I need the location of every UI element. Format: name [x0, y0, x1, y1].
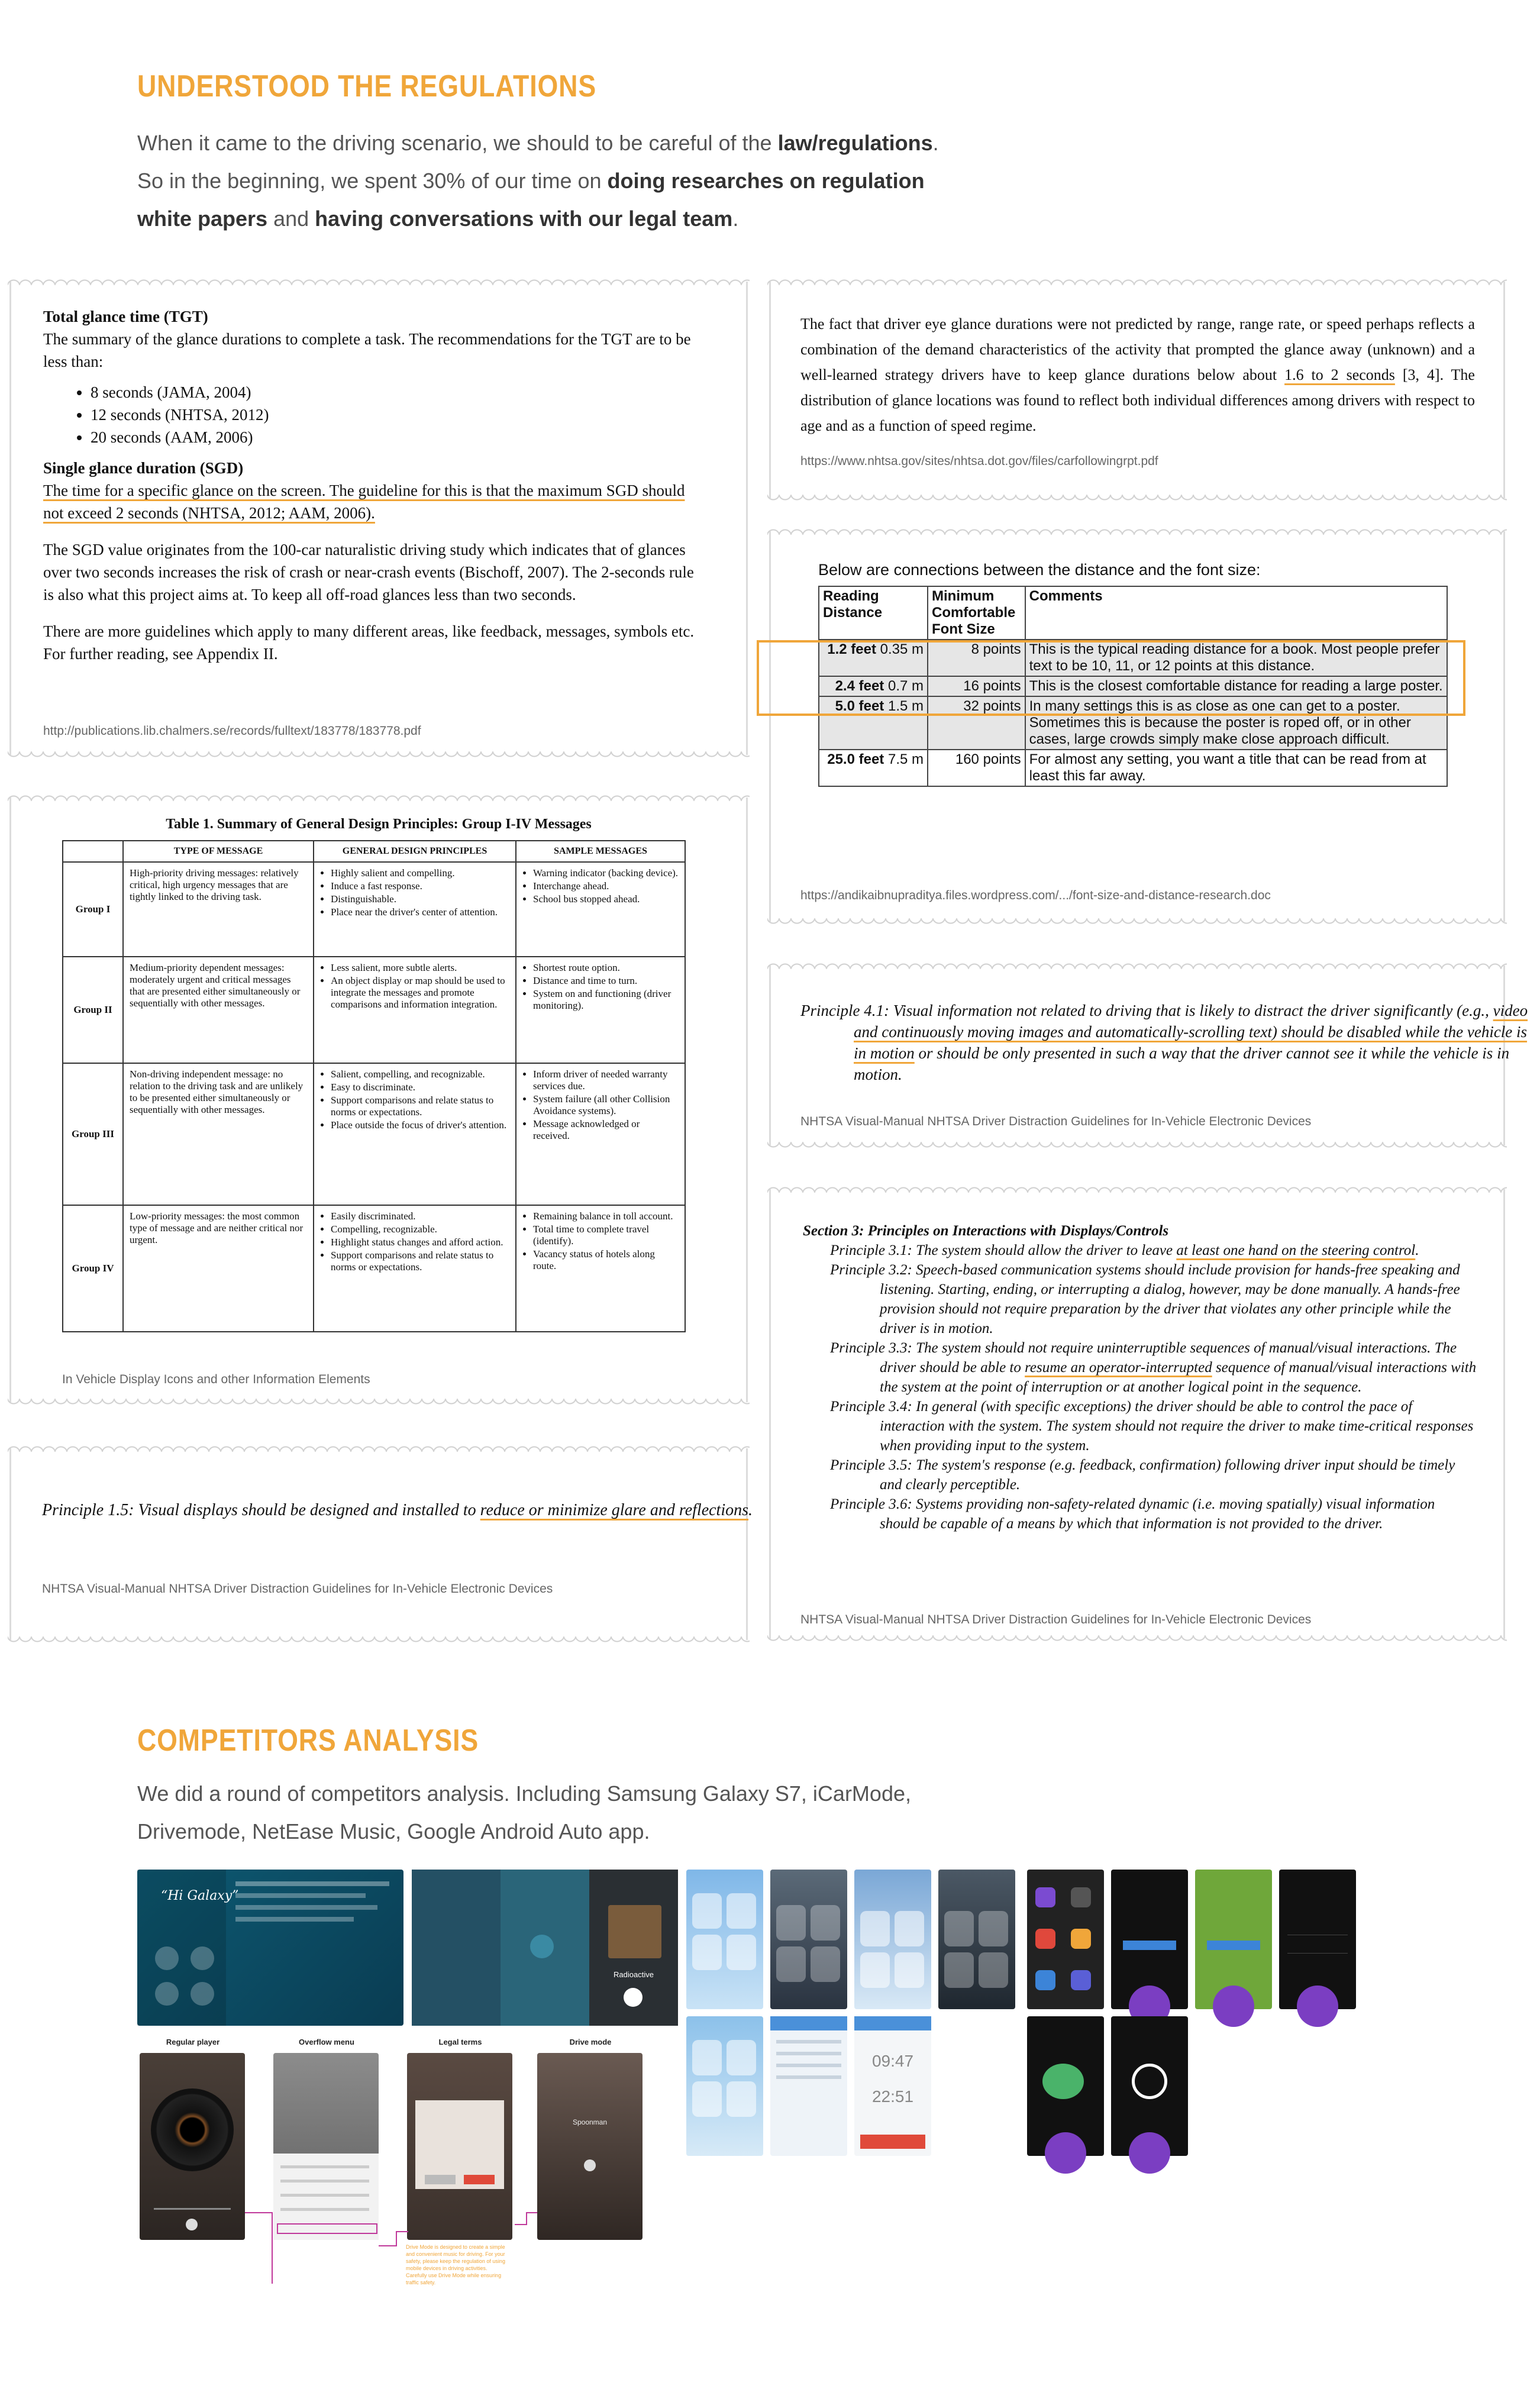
cell-points: 32 points [928, 696, 1025, 750]
wavy-edge [767, 276, 1507, 285]
clock-time: 22:51 [871, 2087, 914, 2106]
message-icon [191, 1946, 214, 1970]
intro-bold: having conversations with our legal team [315, 206, 733, 231]
legal-note: Drive Mode is designed to create a simple and convenient music for driving. For your safety, please keep the regulation of using mobile devices in driving activities. Carefully use Drive Mode while ensuring traffic safety. [406, 2244, 505, 2285]
cell-principle: • An object display or map should be used to integrate the messages and promote comparisons and information integration. [331, 975, 509, 1011]
regulations-intro [137, 124, 1025, 238]
tgt-bullets [43, 381, 700, 448]
command-line [235, 1881, 389, 1886]
drivemode-pause-screen [1111, 2016, 1188, 2156]
cell-principle: • Induce a fast response. [331, 880, 509, 892]
icarmode-screen [770, 1870, 847, 2009]
sgd-paragraph: The time for a specific glance on the screen. The guideline for this is that the maximum SGD should not exceed 2 seconds (NHTSA, 2012; AAM, 2006). [43, 482, 685, 522]
play-button[interactable] [186, 2219, 198, 2230]
highlight-box [757, 640, 1465, 716]
phone-icon [155, 1946, 179, 1970]
cell-principle: • Place outside the focus of driver's attention. [331, 1119, 509, 1131]
principle-text: . [748, 1501, 753, 1519]
list-line [776, 2040, 841, 2043]
connector-line [515, 2213, 537, 2225]
sgd-heading: Single glance duration (SGD) [43, 459, 244, 477]
settings-icon [1071, 1887, 1091, 1907]
th-min-font-size: Minimum Comfortable Font Size [928, 586, 1025, 640]
app-tile [692, 2081, 722, 2117]
source-link[interactable]: http://publications.lib.chalmers.se/records/fulltext/183778/183778.pdf [43, 724, 421, 738]
app-tile [895, 1911, 924, 1946]
section-3-body [803, 1221, 1477, 1534]
cell-comment: In many settings this is as close as one can get to a poster. Sometimes this is because the poster is roped off, or in other cases, large crowds simply make close approach difficult. [1025, 696, 1447, 750]
cell-meters: 1.5 m [887, 698, 924, 714]
wavy-edge [8, 276, 750, 285]
wavy-edge [767, 1183, 1507, 1193]
th-samples: SAMPLE MESSAGES [516, 841, 685, 862]
wavy-edge [8, 1442, 750, 1452]
cell-points: 160 points [928, 750, 1025, 786]
action-circle [1297, 1986, 1338, 2027]
android-auto-screenshot [412, 1870, 678, 2026]
album-art [608, 1905, 661, 1958]
label-legal-terms: Legal terms [438, 2038, 482, 2046]
cell-group: Group II [63, 957, 123, 1063]
ok-button[interactable] [1207, 1941, 1260, 1950]
app-tile [692, 2040, 722, 2075]
galaxy-greeting: “Hi Galaxy” [161, 1888, 239, 1903]
app-tile [727, 1893, 756, 1929]
list-line [776, 2075, 841, 2079]
competitors-intro [137, 1775, 1143, 1851]
card-section-3 [769, 1189, 1505, 1639]
label-drive-mode: Drive mode [569, 2038, 612, 2046]
intro-bold: law/regulations [777, 131, 933, 155]
principle-text: or should be only presented in such a way that the driver cannot see it while the vehicle is in motion. [854, 1044, 1510, 1083]
wavy-edge [8, 792, 750, 801]
source-label: NHTSA Visual-Manual NHTSA Driver Distraction Guidelines for In-Vehicle Electronic Devices [42, 1582, 553, 1596]
table1-wrap [62, 840, 686, 1332]
intro-bold: doing researches on regulation [607, 169, 925, 193]
app-tile [776, 1905, 806, 1941]
app-tile [860, 1911, 890, 1946]
cell-principle: • Easy to discriminate. [331, 1081, 509, 1093]
cell-points: 16 points [928, 676, 1025, 696]
wavy-edge [767, 960, 1507, 969]
song-title: Radioactive [614, 1970, 654, 1979]
card-principle-1-5 [9, 1448, 753, 1640]
principle-3-6: Principle 3.6: Systems providing non-safety-related dynamic (i.e. moving spatially) visual information should be capable of a means by which that information is not provided to the driver. [830, 1496, 1435, 1532]
section-title-regulations: UNDERSTOOD THE REGULATIONS [137, 69, 597, 104]
app-tile [811, 1905, 840, 1941]
principle-3-5: Principle 3.5: The system's response (e.g. feedback, confirmation) following driver input should be timely and clearly perceptible. [830, 1457, 1455, 1493]
cell-principle: • Support comparisons and relate status to norms or expectations. [331, 1250, 509, 1273]
app-tile [860, 1952, 890, 1988]
principle-text: Principle 3.3: The system should not require uninterruptible sequences of manual/visual interactions. The driver should be able to [830, 1340, 1457, 1376]
cell-sample: • Interchange ahead. [533, 880, 679, 892]
card-principle-4-1 [769, 966, 1528, 1145]
cell-sample: • System on and functioning (driver monitoring). [533, 988, 679, 1012]
glance-text: [3, 4]. The distribution of glance locations was found to reflect both individual differences among drivers with respect to age and as a function of speed regime. [800, 366, 1475, 434]
cell-meters: 0.35 m [880, 641, 924, 657]
font-size-lead: Below are connections between the distance and the font size: [818, 561, 1261, 579]
principle-3-1 [803, 1241, 1477, 1260]
cell-type: High-priority driving messages: relatively critical, high urgency messages that are tightly linked to the driving task. [123, 862, 314, 957]
cell-sample: • School bus stopped ahead. [533, 893, 679, 905]
drivemode-green-screen [1195, 1870, 1272, 2009]
cell-principle: • Salient, compelling, and recognizable. [331, 1068, 509, 1080]
action-circle [1129, 2132, 1170, 2174]
music-icon [1035, 1970, 1055, 1990]
intro-text: . [732, 206, 739, 231]
pause-icon[interactable] [1132, 2064, 1167, 2099]
cell-sample: • Shortest route option. [533, 962, 679, 974]
principle-text: Principle 4.1: Visual information not related to driving that is likely to distract the driver significantly (e.g., [800, 1002, 1493, 1019]
intro-text: Drivemode, NetEase Music, Google Android Auto app. [137, 1819, 650, 1844]
cell-distance: 2.4 feet [835, 678, 884, 694]
progress-bar [154, 2208, 231, 2210]
source-link[interactable]: https://www.nhtsa.gov/sites/nhtsa.dot.gov/files/carfollowingrpt.pdf [800, 454, 1158, 468]
principle-3-2: Principle 3.2: Speech-based communication systems should include provision for hands-free speaking and listening. Starting, ending, or interrupting a dialog, however, may be done manually. A hands-free provision should not require preparation by the driver that violates any other principle while the driver is in motion. [830, 1262, 1460, 1336]
th-principles: GENERAL DESIGN PRINCIPLES [314, 841, 516, 862]
cell-group: Group IV [63, 1205, 123, 1332]
app-tile [979, 1952, 1008, 1988]
cell-distance: 5.0 feet [835, 698, 884, 714]
principle-text: . [1415, 1242, 1419, 1258]
section-3-heading: Section 3: Principles on Interactions with Displays/Controls [803, 1223, 1169, 1239]
app-tile [727, 2081, 756, 2117]
card-glance-durations [769, 282, 1505, 498]
cell-group: Group I [63, 862, 123, 957]
cell-comment: For almost any setting, you want a title that can be read from at least this far away. [1025, 750, 1447, 786]
cell-sample: • System failure (all other Collision Avoidance systems). [533, 1093, 679, 1117]
navigation-icon [155, 1982, 179, 2006]
command-line [235, 1905, 377, 1910]
principle-3-4: Principle 3.4: In general (with specific exceptions) the driver should be able to control the pace of interaction with the system. The system should not require the driver to make time-critical responses when providing input to the system. [830, 1399, 1474, 1454]
th-type: TYPE OF MESSAGE [123, 841, 314, 862]
wavy-edge [8, 751, 750, 761]
intro-text: So in the beginning, we spent 30% of our time on [137, 169, 608, 193]
cell-principle: • Highlight status changes and afford action. [331, 1237, 509, 1248]
icarmode-screen [938, 1870, 1015, 2009]
app-tile [895, 1952, 924, 1988]
cell-comment: This is the closest comfortable distance for reading a large poster. [1025, 676, 1447, 696]
icarmode-clock-screen [854, 2016, 931, 2156]
source-label: NHTSA Visual-Manual NHTSA Driver Distraction Guidelines for In-Vehicle Electronic Devices [800, 1613, 1312, 1626]
label-overflow-menu: Overflow menu [299, 2038, 354, 2046]
principle-text: Principle 1.5: Visual displays should be designed and installed to [42, 1501, 480, 1519]
play-button[interactable] [624, 1988, 643, 2007]
card-glance-time [9, 282, 748, 755]
tgt-bullet: • 8 seconds (JAMA, 2004) [91, 381, 700, 403]
connector-line [245, 2213, 272, 2284]
tgt-heading: Total glance time (TGT) [43, 308, 208, 325]
cell-principle: • Place near the driver's center of attention. [331, 906, 509, 918]
list-line [776, 2064, 841, 2067]
tutorial-button[interactable] [1123, 1941, 1176, 1950]
list-line [776, 2052, 841, 2055]
design-principles-table [62, 840, 686, 1332]
wavy-edge [767, 525, 1507, 535]
netease-regular-player [140, 2053, 245, 2240]
table-row [63, 1205, 685, 1332]
app-tile [811, 1946, 840, 1982]
app-tile [727, 1935, 756, 1970]
app-header [854, 2016, 931, 2030]
cell-meters: 7.5 m [887, 751, 924, 767]
app-header [770, 2016, 847, 2030]
principle-text: Principle 3.1: The system should allow the driver to leave [830, 1242, 1177, 1258]
font-row [819, 750, 1447, 786]
tgt-paragraph: The summary of the glance durations to complete a task. The recommendations for the TGT are to be less than: [43, 330, 691, 370]
intro-text: We did a round of competitors analysis. Including Samsung Galaxy S7, iCarMode, [137, 1781, 911, 1806]
drivemode-tutorial-screen [1111, 1870, 1188, 2009]
icarmode-screen [854, 1870, 931, 2009]
cell-group: Group III [63, 1063, 123, 1205]
action-circle [1213, 1986, 1254, 2027]
action-circle [1045, 2132, 1086, 2174]
principle-text: sequence of manual/visual interactions with the system at the point of interruption or at another logical point in the sequence. [880, 1360, 1477, 1395]
wavy-edge [767, 1635, 1507, 1645]
app-tile [776, 1946, 806, 1982]
cell-principle: • Highly salient and compelling. [331, 867, 509, 879]
icarmode-screen [686, 1870, 763, 2009]
intro-bold: white papers [137, 206, 268, 231]
app-tile [692, 1935, 722, 1970]
wavy-edge [767, 1142, 1507, 1151]
cell-meters: 0.7 m [887, 678, 924, 694]
glance-paragraph [800, 311, 1475, 438]
principle-highlight: resume an operator-interrupted [1025, 1360, 1212, 1376]
cell-distance: 1.2 feet [827, 641, 876, 657]
source-label: NHTSA Visual-Manual NHTSA Driver Distraction Guidelines for In-Vehicle Electronic Devices [800, 1115, 1312, 1128]
glance-text: The fact that driver eye glance durations were not predicted by range, range rate, or speed perhaps reflects a combination of the demand characteristics of the activity that prompted the glance away (unknown) and a well-learned strategy drivers have to keep glance durations below about [800, 315, 1475, 383]
principle-highlight: reduce or minimize glare and reflections [480, 1501, 748, 1519]
guidelines-paragraph: There are more guidelines which apply to many different areas, like feedback, messages, symbols etc. For further reading, see Appendix II. [43, 622, 695, 663]
th-reading-distance: Reading Distance [819, 586, 928, 640]
cell-type: Non-driving independent message: no relation to the driving task and are unlikely to be presented either simultaneously or sequentially with other messages. [123, 1063, 314, 1205]
app-tile [979, 1911, 1008, 1946]
music-icon [191, 1982, 214, 2006]
command-line [235, 1917, 354, 1922]
flow-connectors [237, 2035, 592, 2248]
wavy-edge [8, 1636, 750, 1646]
stop-button[interactable] [860, 2135, 925, 2149]
app-tile [727, 2040, 756, 2075]
principle-4-1-text [800, 1000, 1540, 1085]
icarmode-list-screen [770, 2016, 847, 2156]
cell-sample: • Inform driver of needed warranty services due. [533, 1068, 679, 1092]
table-row [63, 862, 685, 957]
vinyl-disc [151, 2088, 234, 2171]
cell-points: 8 points [928, 640, 1025, 676]
source-label: In Vehicle Display Icons and other Information Elements [62, 1373, 370, 1386]
panel-left [412, 1870, 501, 2026]
intro-text: . [932, 131, 939, 155]
cell-sample: • Vacancy status of hotels along route. [533, 1248, 679, 1272]
drivemode-controls-screen [1279, 1870, 1356, 2009]
glance-highlight: 1.6 to 2 seconds [1284, 366, 1395, 383]
samsung-voice-screenshot [137, 1870, 403, 2026]
source-link[interactable]: https://andikaibnupraditya.files.wordpress.com/.../font-size-and-distance-research.doc [800, 889, 1271, 902]
cell-comment: This is the typical reading distance for a book. Most people prefer text to be 10, 11, or 12 points at this distance. [1025, 640, 1447, 676]
cell-principle: • Less salient, more subtle alerts. [331, 962, 509, 974]
wavy-edge [767, 495, 1507, 504]
navigation-icon [1035, 1929, 1055, 1949]
icarmode-screen [686, 2016, 763, 2156]
cell-sample: • Total time to complete travel (identify). [533, 1223, 679, 1247]
card-font-size [769, 531, 1505, 922]
map-icon [530, 1935, 554, 1958]
principle-highlight: video and continuously moving images and automatically-scrolling text) should be disabled while the vehicle is in motion [854, 1002, 1528, 1062]
cell-principle: • Compelling, recognizable. [331, 1223, 509, 1235]
principle-3-3 [803, 1338, 1477, 1397]
cell-principle: • Easily discriminated. [331, 1210, 509, 1222]
cell-sample: • Message acknowledged or received. [533, 1118, 679, 1142]
app-tile [944, 1911, 974, 1946]
volume-icon [1042, 2064, 1084, 2099]
clock-time: 09:47 [871, 2052, 914, 2070]
th-comments: Comments [1025, 586, 1447, 640]
message-icon [1071, 1970, 1091, 1990]
contacts-icon [1071, 1929, 1091, 1949]
intro-text: When it came to the driving scenario, we should to be careful of the [137, 131, 778, 155]
app-tile [692, 1893, 722, 1929]
cell-type: Low-priority messages: the most common type of message and are neither critical nor urgent. [123, 1205, 314, 1332]
drivemode-home-screen [1027, 1870, 1104, 2009]
wavy-edge [8, 1399, 750, 1408]
tgt-bullet: • 12 seconds (NHTSA, 2012) [91, 403, 700, 426]
command-line [235, 1893, 366, 1898]
label-regular-player: Regular player [166, 2038, 220, 2046]
intro-text: and [267, 206, 315, 231]
cell-type: Medium-priority dependent messages: moderately urgent and critical messages that are presented either simultaneously or sequentially with other messages. [123, 957, 314, 1063]
table-caption: Table 1. Summary of General Design Principles: Group I-IV Messages [166, 816, 592, 832]
sgd-origin-paragraph: The SGD value originates from the 100-car naturalistic driving study which indicates that of glances over two seconds increases the risk of crash or near-crash events (Bischoff, 2007). The 2-seconds rule is also what this project aims at. To keep all off-road glances less than two seconds. [43, 541, 694, 603]
cell-principle: • Distinguishable. [331, 893, 509, 905]
app-icon [1035, 1887, 1055, 1907]
tgt-bullet: • 20 seconds (AAM, 2006) [91, 426, 700, 448]
table-row [63, 1063, 685, 1205]
cell-sample: • Remaining balance in toll account. [533, 1210, 679, 1222]
principle-1-5-text [42, 1499, 772, 1522]
section-title-competitors: COMPETITORS ANALYSIS [137, 1723, 479, 1758]
drivemode-volume-screen [1027, 2016, 1104, 2156]
table-row [63, 957, 685, 1063]
th-group [63, 841, 123, 862]
wavy-edge [767, 918, 1507, 928]
drive-song-title: Spoonman [572, 2118, 608, 2126]
cell-distance: 25.0 feet [827, 751, 884, 767]
principle-highlight: at least one hand on the steering control [1176, 1242, 1416, 1258]
card-design-principles [9, 798, 748, 1402]
cell-principle: • Support comparisons and relate status to norms or expectations. [331, 1095, 509, 1118]
controls-row [1287, 1935, 1348, 1954]
app-tile [944, 1952, 974, 1988]
cell-sample: • Distance and time to turn. [533, 975, 679, 987]
cell-sample: • Warning indicator (backing device). [533, 867, 679, 879]
connector-line [379, 2232, 408, 2246]
